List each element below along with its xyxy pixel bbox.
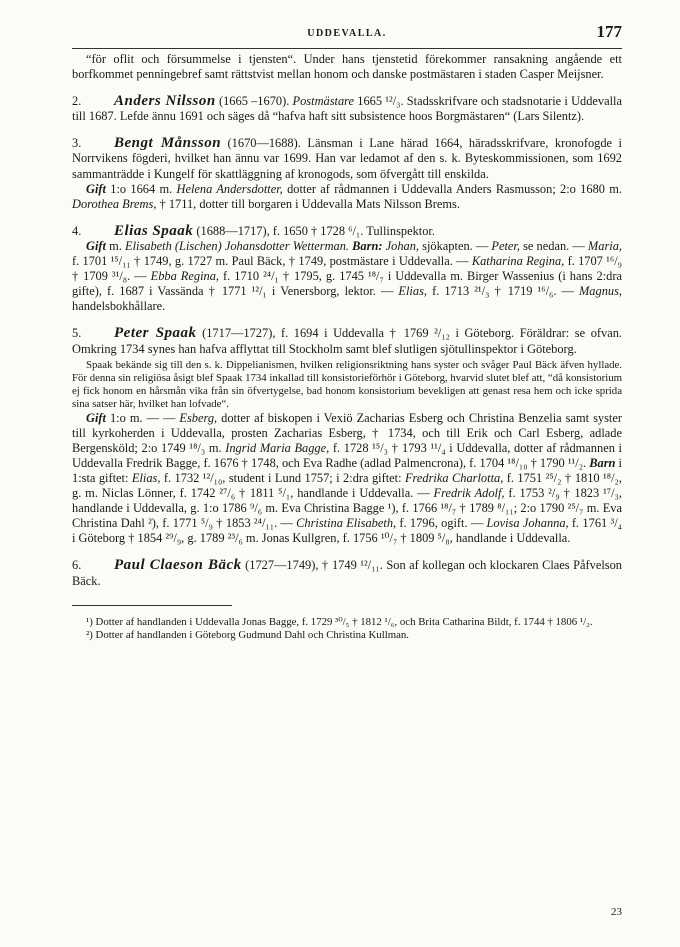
- child-name: Johan,: [385, 238, 420, 253]
- entry-years: (1717—1727), f. 1694 i Uddevalla † 1769 ²/₁₂ i Göteborg. Föräldrar: se ofvan. Omkring 1734 synes han hafva afflyttat till Stockholm samt blef slutligen sjötullinspektor i Göteborg.: [72, 326, 622, 356]
- child-text: f. 1707 ¹⁶/₉ † 1709 ³¹/₈. —: [72, 254, 622, 284]
- child-name: Ebba Regina,: [150, 269, 220, 284]
- marriage-text: 1:o 1664 m.: [110, 181, 173, 196]
- child-name: Fredrik Adolf,: [433, 486, 505, 501]
- marriage-text: dotter af rådmannen i Uddevalla Anders Rasmusson; 2:o 1680 m.: [287, 181, 622, 196]
- entry-text: 1665 ¹²/₃. Stadsskrifvare och stadsnotarie i Uddevalla till 1687. Lefde ännu 1691 och säges då “hafva haft sitt subsistence hoos Borgmästaren“ (Lars Silentz).: [72, 94, 622, 124]
- entry-number: 5.: [72, 326, 82, 341]
- entry-name: Peter Spaak: [114, 325, 197, 342]
- footnote-divider: [72, 605, 232, 606]
- entry-number: 2.: [72, 94, 82, 109]
- footnote: ¹) Dotter af handlanden i Uddevalla Jonas Bagge, f. 1729 ³⁰/₅ † 1812 ¹/₆, och Brita Catharina Bildt, f. 1744 † 1806 ¹/₂.: [86, 615, 593, 628]
- entry-name: Paul Claeson Bäck: [114, 557, 242, 574]
- entry-text: Länsman i Lane härad 1664, häradsskrifvare, kronofogde i Norrvikens fögderi, hvilket han ännu var 1699. Han var ledamot af den s. k. Byteskommissionen, som 1692 sammanträdde i Kungelf för skattläggning af kronogods, som öfvergått till enskilda.: [72, 136, 622, 181]
- spouse-name: Dorothea Brems,: [72, 196, 157, 211]
- child-text: f. 1732 ¹²/₁₀, student i Lund 1757; i 2:dra giftet:: [163, 470, 402, 485]
- spouse-name: Ingrid Maria Bagge,: [225, 440, 330, 455]
- marriage-text: 1:o m. — —: [109, 410, 176, 425]
- child-text: f. 1701 ¹⁵/₁₁ † 1749, g. 1727 m. Paul Bäck, † 1749, postmästare i Uddevalla. —: [72, 254, 469, 269]
- page-number: 177: [596, 22, 622, 41]
- footnote: ²) Dotter af handlanden i Göteborg Gudmund Dahl och Christina Kullman.: [86, 629, 409, 642]
- entry-note: Spaak bekände sig till den s. k. Dippelianismen, hvilken religionsriktning hans syster och svåger Paul Bäck äfven hyllade. För denna sin religiösa åsigt blef Spaak 1734 inkallad till konsistorieförhör i Göteborg, hvarvid slutet blef att, “då konsistorium ej fick honom en hårsmån vika från sin öfvertygelse, bad honom konsistorium bevekligen att genast resa hem och icke sprida sina satser här, hvilket han lofvade“.: [72, 358, 622, 410]
- page-body: [72, 52, 622, 643]
- child-name: Christina Elisabeth,: [296, 516, 397, 531]
- child-name: Lovisa Johanna,: [486, 516, 569, 531]
- marriage-text: dotter af biskopen i Vexiö Zacharias Esberg och Christina Benzelia samt syster till kyrkoherden i Uddevalla, prosten Zacharias Esberg, † 1734, och till Erik och Carl Esberg, adlade Bergensköld; 2:o 1749 ¹⁸/₃ m.: [72, 410, 622, 455]
- entry-years: (1727—1749), † 1749 ¹²/₁₁. Son af kollegan och klockaren Claes Påfvelson Bäck.: [72, 558, 622, 588]
- child-text: f. 1713 ²¹/₃ † 1719 ¹⁶/₆. —: [432, 284, 574, 299]
- child-text: sjökapten. —: [422, 238, 489, 253]
- children-text: i 1:sta giftet:: [72, 455, 622, 485]
- entry-title: Postmästare: [292, 94, 355, 109]
- printer-signature: 23: [611, 906, 622, 918]
- spouse-name: Esberg,: [179, 410, 218, 425]
- child-text: handelsbokhållare.: [72, 299, 166, 314]
- child-name: Elias,: [398, 284, 427, 299]
- child-text: f. 1751 ²⁵/₂ † 1810 ¹⁸/₂, g. m. Niclas Lönner, f. 1742 ²⁷/₆ † 1811 ⁵/₁, handlande i Uddevalla. —: [72, 470, 622, 501]
- entry-years: (1688—1717), f. 1650 † 1728 ⁶/₁. Tullinspektor.: [196, 223, 435, 238]
- entry-number: 4.: [72, 223, 82, 238]
- entry-years: (1665 –1670).: [218, 94, 290, 109]
- entry-name: Bengt Månsson: [114, 135, 222, 152]
- child-name: Elias,: [131, 470, 161, 485]
- marriage-text: † 1711, dotter till borgaren i Uddevalla Mats Nilsson Brems.: [159, 196, 460, 211]
- running-title: UDDEVALLA.: [307, 28, 387, 39]
- child-name: Katharina Regina,: [471, 254, 565, 269]
- gift-label: Gift: [86, 181, 106, 196]
- gift-label: Gift: [86, 238, 106, 253]
- entry-3: [72, 136, 622, 211]
- gift-label: Gift: [86, 410, 106, 425]
- marriage-text: m.: [109, 238, 122, 253]
- intro-paragraph: “för oflit och försummelse i tjensten“. Under hans tjenstetid förekommer ransakning angående ett borfkommet penningebref samt rättstvist mellan honom och danske postmästaren i staden Casper Meijsner.: [72, 52, 622, 82]
- entry-2: [72, 94, 622, 124]
- children-label: Barn: [589, 455, 616, 470]
- child-text: f. 1753 ²/₉ † 1823 ¹⁷/₃, handlande i Uddevalla, g. 1:o 1786 ⁹/₆ m. Eva Christina Bagge ¹), f. 1766 ¹⁸/₇ † 1789 ⁸/₁₁; 2:o 1790 ²⁵/₇ m. Eva Christina Dahl ²), f. 1771 ⁵/₉ † 1853 ²⁴/₁₁. —: [72, 486, 622, 531]
- child-name: Maria,: [587, 238, 622, 253]
- spouse-name: Elisabeth (Lischen) Johansdotter Wetterman.: [125, 238, 350, 253]
- marriage-text: f. 1728 ¹⁵/₃ † 1793 ¹¹/₄ i Uddevalla, dotter af rådmannen i Uddevalla Fredrik Bagge, f. 1676 † 1748, och Eva Radhe (adlad Palmencrona), f. 1704 ¹⁸/₁₀ † 1790 ¹¹/₂.: [72, 440, 622, 470]
- child-name: Fredrika Charlotta,: [404, 470, 504, 485]
- child-name: Peter,: [491, 238, 520, 253]
- entry-name: Elias Spaak: [114, 222, 194, 239]
- child-text: se nedan. —: [523, 238, 585, 253]
- entry-number: 3.: [72, 136, 82, 151]
- child-text: f. 1761 ³/₄ i Göteborg † 1854 ²⁹/₉, g. 1789 ²³/₆ m. Jonas Kullgren, f. 1756 ¹⁰/₇ † 1809 ⁵/₈, handlande i Uddevalla.: [72, 516, 622, 546]
- page-header: [72, 22, 622, 49]
- entry-4: [72, 224, 622, 315]
- children-label: Barn:: [352, 238, 383, 253]
- entry-name: Anders Nilsson: [114, 93, 216, 110]
- entry-5: [72, 326, 622, 546]
- child-text: f. 1710 ²⁴/₁ † 1795, g. 1745 ¹⁸/₇ i Uddevalla m. Birger Wassenius (i hans 2:dra gifte), f. 1687 i Vassända † 1771 ¹²/₁ i Venersborg, lektor. —: [72, 269, 622, 299]
- entry-years: (1670—1688).: [227, 136, 301, 151]
- child-name: Magnus,: [578, 284, 623, 299]
- child-text: f. 1796, ogift. —: [399, 516, 484, 531]
- entry-6: [72, 558, 622, 588]
- entry-number: 6.: [72, 558, 82, 573]
- spouse-name: Helena Andersdotter,: [176, 181, 283, 196]
